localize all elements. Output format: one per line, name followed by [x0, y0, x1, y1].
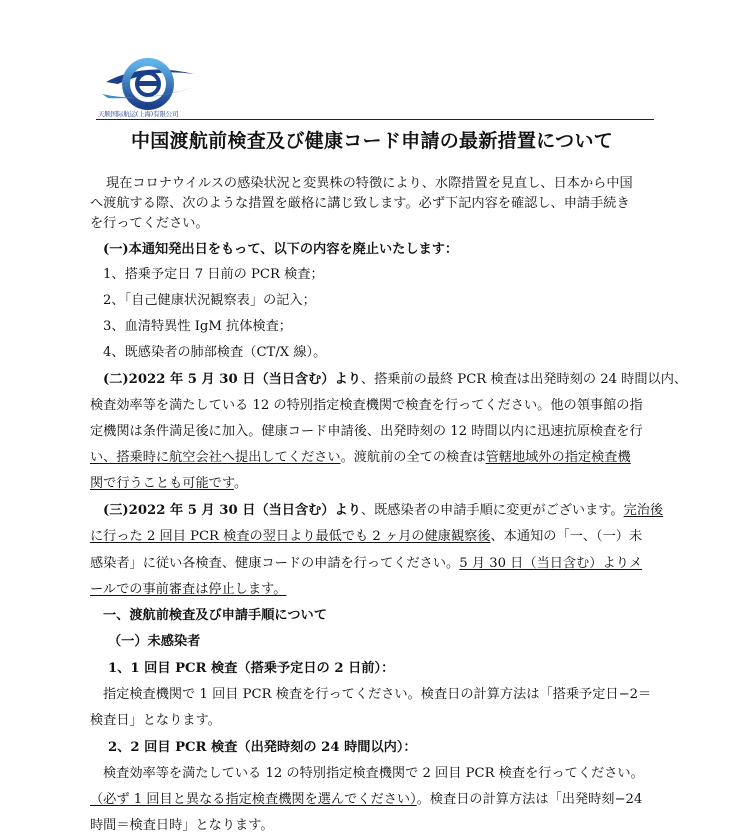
- company-name: 天顺国际航运(上海)有限公司: [98, 110, 179, 118]
- section1-item: 4、既感染者の肺部検査（CT/X 線）。: [103, 345, 327, 360]
- section2-line-2: 検査効率等を満たしている 12 の特別指定検査機関で検査を行ってください。他の領事館の指: [90, 398, 643, 413]
- step1-line-2: 検査日」となります。: [90, 713, 221, 728]
- step1-heading: 1、1 回目 PCR 検査（搭乗予定日の 2 日前）：: [108, 661, 395, 676]
- section1-item: 1、搭乗予定日 7 日前の PCR 検査；: [103, 267, 324, 282]
- intro-line-1: 現在コロナウイルスの感染状況と変異株の特徴により、水際措置を見直し、日本から中国: [106, 176, 633, 191]
- step1-line-1: 指定検査機関で 1 回目 PCR 検査を行ってください。検査日の計算方法は「搭乗予定日−2＝: [103, 687, 652, 702]
- header-divider: [96, 119, 654, 120]
- step2-line-1: 検査効率等を満たしている 12 の特別指定検査機関で 2 回目 PCR 検査を行ってください。: [103, 766, 644, 781]
- step2-heading: 2、2 回目 PCR 検査（出発時刻の 24 時間以内）：: [108, 740, 417, 755]
- section3-line-4: ールでの事前審査は停止します。: [90, 582, 287, 597]
- step2-line-3: 時間＝検査日時」となります。: [90, 818, 274, 833]
- part1-subheading: （一）未感染者: [108, 634, 201, 649]
- section2-line-4: い、搭乗時に航空会社へ提出してください。渡航前の全ての検査は管轄地域外の指定検査機: [90, 450, 631, 465]
- section1-item: 2、「自己健康状況観察表」の記入；: [103, 293, 316, 308]
- section3-date: (三)2022 年 5 月 30 日（当日含む）より: [103, 503, 361, 518]
- part1-heading: 一、渡航前検査及び申請手順について: [103, 608, 327, 623]
- intro-line-3: を行ってください。: [90, 216, 209, 231]
- section3-line-2: に行った 2 回目 PCR 検査の翌日より最低でも 2 ヶ月の健康観察後、本通知の「一、（一）未: [90, 529, 643, 544]
- section2-line-1: (二)2022 年 5 月 30 日（当日含む）より、搭乗前の最終 PCR 検査は出発時刻の 24 時間以内、: [103, 372, 688, 387]
- step2-line-2: （必ず 1 回目と異なる指定検査機関を選んでください）。検査日の計算方法は「出発時刻−24: [90, 792, 643, 807]
- section1-heading: (一)本通知発出日をもって、以下の内容を廃止いたします：: [103, 242, 459, 257]
- section3-line-1: (三)2022 年 5 月 30 日（当日含む）より、既感染者の申請手順に変更がございます。完治後: [103, 503, 664, 518]
- section2-line-3: 定機関は条件満足後に加入。健康コード申請後、出発時刻の 12 時間以内に迅速抗原検査を行: [90, 424, 643, 439]
- section1-item: 3、血清特異性 IgM 抗体検査；: [103, 319, 292, 334]
- section2-line-5: 関で行うことも可能です。: [90, 476, 248, 491]
- intro-line-2: へ渡航する際、次のような措置を厳格に講じ致します。必ず下記内容を確認し、申請手続き: [90, 196, 630, 211]
- section2-date: (二)2022 年 5 月 30 日（当日含む）より: [103, 372, 361, 387]
- document-title: 中国渡航前検査及び健康コード申請の最新措置について: [130, 130, 614, 152]
- section3-line-3: 感染者」に従い各検査、健康コードの申請を行ってください。5 月 30 日（当日含む）よりメ: [90, 556, 643, 571]
